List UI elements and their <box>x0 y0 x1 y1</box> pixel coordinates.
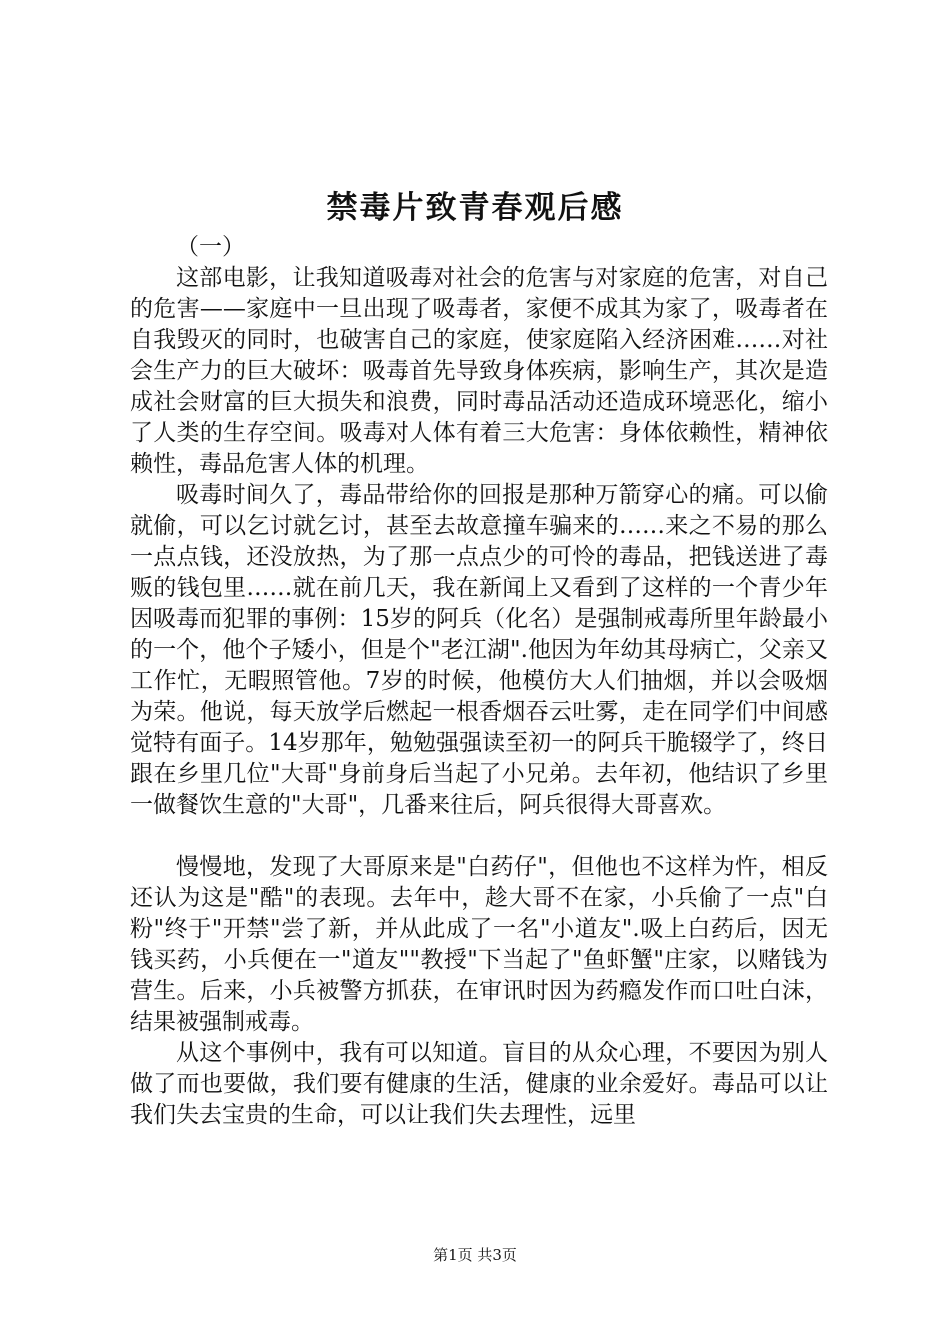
paragraph-3: 慢慢地，发现了大哥原来是"白药仔"，但他也不这样为忤，相反还认为这是"酷"的表现。去年中，趁大哥不在家，小兵偷了一点"白粉"终于"开禁"尝了新，并从此成了一名"小道友".吸上白药后，因无钱买药，小兵便在一"道友""教授"下当起了"鱼虾蟹"庄家，以赌钱为营生。后来，小兵被警方抓获，在审讯时因为药瘾发作而口吐白沫，结果被强制戒毒。 <box>130 854 828 1035</box>
page-footer: 第1页 共3页 <box>433 1246 517 1264</box>
paragraph-4: 从这个事例中，我有可以知道。盲目的从众心理，不要因为别人做了而也要做，我们要有健康的生活，健康的业余爱好。毒品可以让我们失去宝贵的生命，可以让我们失去理性，远里 <box>130 1040 828 1128</box>
document-title: 禁毒片致青春观后感 <box>326 190 624 226</box>
paragraph-1: 这部电影，让我知道吸毒对社会的危害与对家庭的危害，对自己的危害——家庭中一旦出现了吸毒者，家便不成其为家了，吸毒者在自我毁灭的同时，也破害自己的家庭，使家庭陷入经济困难……对社会生产力的巨大破坏：吸毒首先导致身体疾病，影响生产，其次是造成社会财富的巨大损失和浪费，同时毒品活动还造成环境恶化，缩小了人类的生存空间。吸毒对人体有着三大危害：身体依赖性，精神依赖性，毒品危害人体的机理。 <box>130 265 828 477</box>
document-body <box>130 232 828 1131</box>
paragraph-2: 吸毒时间久了，毒品带给你的回报是那种万箭穿心的痛。可以偷就偷，可以乞讨就乞讨，甚至去故意撞车骗来的……来之不易的那么一点点钱，还没放热，为了那一点点少的可怜的毒品，把钱送进了毒贩的钱包里……就在前几天，我在新闻上又看到了这样的一个青少年因吸毒而犯罪的事例：15岁的阿兵（化名）是强制戒毒所里年龄最小的一个，他个子矮小，但是个"老江湖".他因为年幼其母病亡，父亲又工作忙，无暇照管他。7岁的时候，他模仿大人们抽烟，并以会吸烟为荣。他说，每天放学后燃起一根香烟吞云吐雾，走在同学们中间感觉特有面子。14岁那年，勉勉强强读至初一的阿兵干脆辍学了，终日跟在乡里几位"大哥"身前身后当起了小兄弟。去年初，他结识了乡里一做餐饮生意的"大哥"，几番来往后，阿兵很得大哥喜欢。 <box>130 482 828 818</box>
section-label: （一） <box>176 234 245 260</box>
